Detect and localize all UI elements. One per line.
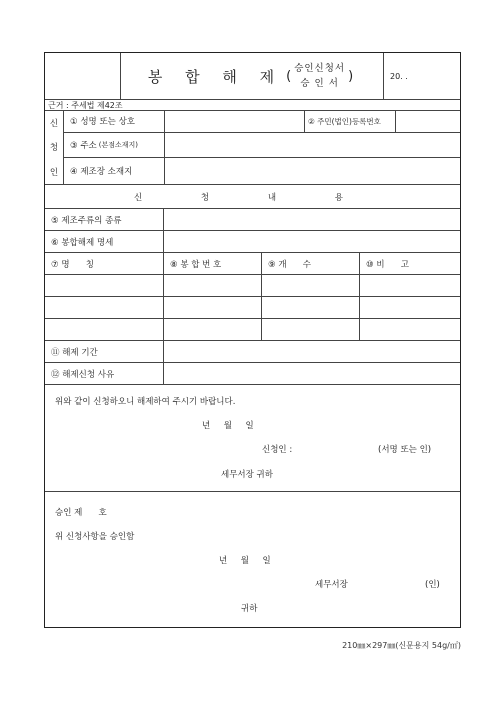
period-row <box>45 341 460 363</box>
paren-close: ) <box>348 68 354 84</box>
legal-basis: 근거 : 주세법 제42조 <box>48 100 123 110</box>
table-row <box>45 319 460 341</box>
table-cell[interactable] <box>45 275 164 296</box>
reason-row <box>45 363 460 385</box>
approval-statement: 위 신청사항을 승인함 <box>55 532 135 542</box>
table-row <box>45 297 460 319</box>
liquor-type-field[interactable] <box>164 209 460 230</box>
table-cell[interactable] <box>262 275 360 296</box>
col-header-name: ⑦ 명 칭 <box>45 253 164 274</box>
applicant-block <box>45 111 460 185</box>
applicant-fields <box>64 111 460 184</box>
date-stub: 20. . <box>390 71 408 81</box>
table-row <box>45 275 460 297</box>
side-char: 신 <box>49 119 59 130</box>
factory-row <box>64 158 460 184</box>
table-cell[interactable] <box>45 319 164 340</box>
request-text <box>45 385 460 492</box>
approval-seal: (인) <box>425 580 440 590</box>
id-field[interactable] <box>396 111 460 132</box>
liquor-type-row <box>45 209 460 231</box>
table-cell[interactable] <box>360 297 460 318</box>
paren-open: ( <box>286 68 292 84</box>
approval-number: 승인 제 호 <box>55 508 107 518</box>
approval-date-line: 년 월 일 <box>219 556 271 566</box>
table-cell[interactable] <box>45 297 164 318</box>
id-label: ② 주민(법인)등록번호 <box>305 111 396 132</box>
title-row <box>45 53 460 100</box>
approval-form <box>44 52 461 628</box>
form-title: 봉 합 해 제 <box>147 67 284 86</box>
request-date-line: 년 월 일 <box>202 421 254 431</box>
address-field[interactable] <box>165 133 460 158</box>
request-statement: 위와 같이 신청하오니 해제하여 주시기 바랍니다. <box>55 397 236 407</box>
seal-detail-row <box>45 231 460 253</box>
applicant-signature-label: 신청인 : <box>262 445 293 455</box>
approval-block <box>45 492 460 627</box>
factory-label: ④ 제조장 소재지 <box>64 158 165 184</box>
name-field[interactable] <box>165 111 305 132</box>
reason-label: ⑫ 해제신청 사유 <box>45 363 164 384</box>
subtitle-request: 승인신청서 <box>294 63 346 74</box>
request-recipient: 세무서장 귀하 <box>221 470 273 480</box>
address-sub-label: (본점소재지) <box>98 141 139 150</box>
factory-field[interactable] <box>165 158 460 184</box>
table-cell[interactable] <box>262 319 360 340</box>
address-row <box>64 133 460 159</box>
paper-spec-footnote: 210㎜×297㎜(신문용지 54g/㎡) <box>342 641 461 650</box>
subtitle-approval: 승 인 서 <box>300 78 339 89</box>
col-header-count: ⑨ 개 수 <box>262 253 360 274</box>
form-subtitle <box>294 61 345 91</box>
table-cell[interactable] <box>262 297 360 318</box>
side-char: 청 <box>49 143 59 154</box>
reason-field[interactable] <box>164 363 460 384</box>
title-left-blank <box>45 53 121 99</box>
side-char: 인 <box>49 167 59 178</box>
col-header-seal-number: ⑧ 봉 합 번 호 <box>164 253 262 274</box>
approval-officer: 세무서장 <box>315 580 348 590</box>
table-cell[interactable] <box>164 297 262 318</box>
basis-row <box>45 100 460 111</box>
request-block <box>45 385 460 492</box>
table-cell[interactable] <box>164 275 262 296</box>
table-cell[interactable] <box>360 275 460 296</box>
content-header: 신 청 내 용 <box>134 192 371 203</box>
period-label: ⑪ 해제 기간 <box>45 341 164 362</box>
detail-table-header <box>45 253 460 275</box>
address-label <box>64 133 165 158</box>
period-field[interactable] <box>164 341 460 362</box>
name-label: ① 성명 또는 상호 <box>64 111 165 132</box>
title-cell <box>121 53 384 99</box>
address-label-text: ③ 주소 <box>70 141 97 152</box>
table-cell[interactable] <box>360 319 460 340</box>
content-header-row <box>45 185 460 209</box>
name-row <box>64 111 460 133</box>
seal-detail-label: ⑥ 봉합해제 명세 <box>45 231 164 252</box>
seal-detail-field[interactable] <box>164 231 460 252</box>
approval-recipient: 귀하 <box>241 604 258 614</box>
applicant-side-label <box>45 111 64 184</box>
col-header-remarks: ⑩ 비 고 <box>366 259 409 270</box>
signature-note: (서명 또는 인) <box>378 445 432 455</box>
liquor-type-label: ⑤ 제조주류의 종류 <box>45 209 164 230</box>
table-cell[interactable] <box>164 319 262 340</box>
approval-text <box>45 492 460 627</box>
